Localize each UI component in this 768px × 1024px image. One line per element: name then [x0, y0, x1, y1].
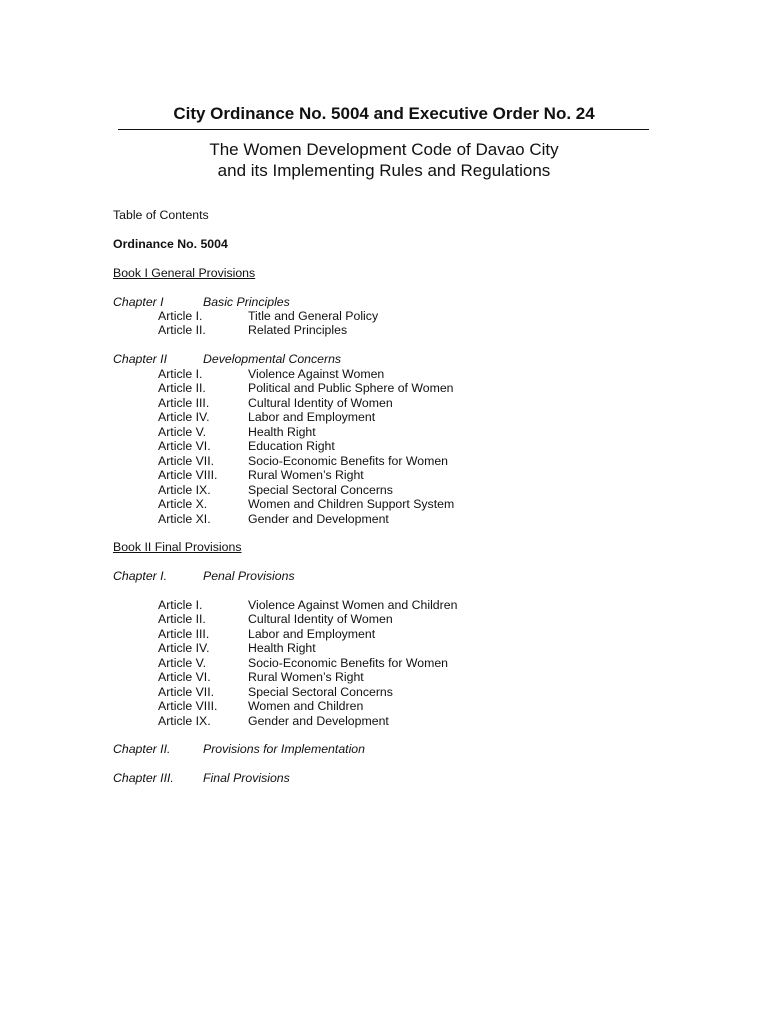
- document-title: City Ordinance No. 5004 and Executive Order No. 24: [173, 104, 595, 123]
- article-title: Related Principles: [248, 323, 348, 338]
- article-title: Labor and Employment: [248, 626, 376, 641]
- article-number: Article I.: [158, 598, 203, 612]
- article-number: Article II.: [158, 612, 206, 627]
- article-title: Cultural Identity of Women: [248, 612, 393, 627]
- article-title: Socio-Economic Benefits for Women: [248, 453, 449, 468]
- chapter-title: Developmental Concerns: [203, 352, 342, 366]
- article-title: Education Right: [248, 439, 335, 454]
- article-title: Cultural Identity of Women: [248, 395, 393, 410]
- book-2-heading: Book II Final Provisions: [113, 540, 242, 554]
- article-title: Violence Against Women and Children: [248, 598, 458, 612]
- article-number: Article IX.: [158, 713, 211, 728]
- document-subtitle-line-1: The Women Development Code of Davao City: [209, 140, 559, 159]
- chapter-title: Final Provisions: [203, 771, 290, 785]
- article-number: Article VI.: [158, 439, 211, 454]
- article-number: Article I.: [158, 367, 203, 381]
- article-title: Rural Women’s Right: [248, 670, 364, 685]
- article-title: Rural Women’s Right: [248, 468, 364, 483]
- article-number: Article VII.: [158, 684, 215, 699]
- article-number: Article XI.: [158, 511, 211, 526]
- chapter-number: Chapter I.: [113, 569, 167, 583]
- chapter-title: Provisions for Implementation: [203, 742, 365, 756]
- chapter-number: Chapter II: [113, 352, 167, 366]
- article-title: Title and General Policy: [248, 309, 379, 323]
- article-number: Article VII.: [158, 453, 215, 468]
- toc-label: Table of Contents: [113, 208, 209, 222]
- article-title: Women and Children Support System: [248, 497, 455, 512]
- chapter-title: Basic Principles: [203, 295, 290, 309]
- article-title: Special Sectoral Concerns: [248, 684, 393, 699]
- article-number: Article X.: [158, 497, 208, 512]
- article-number: Article I.: [158, 309, 203, 323]
- article-number: Article VIII.: [158, 468, 218, 483]
- article-title: Political and Public Sphere of Women: [248, 381, 454, 396]
- chapter-title: Penal Provisions: [203, 569, 295, 583]
- article-title: Socio-Economic Benefits for Women: [248, 655, 449, 670]
- chapter-number: Chapter II.: [113, 742, 171, 756]
- article-number: Article IX.: [158, 482, 211, 497]
- article-title: Gender and Development: [248, 511, 389, 526]
- book-1-heading: Book I General Provisions: [113, 266, 256, 280]
- article-title: Women and Children: [248, 699, 364, 714]
- article-number: Article II.: [158, 381, 206, 396]
- article-number: Article III.: [158, 395, 210, 410]
- article-number: Article VIII.: [158, 699, 218, 714]
- article-title: Health Right: [248, 641, 316, 656]
- article-title: Labor and Employment: [248, 410, 376, 425]
- document-subtitle-line-2: and its Implementing Rules and Regulations: [217, 161, 551, 180]
- article-title: Special Sectoral Concerns: [248, 482, 393, 497]
- article-number: Article IV.: [158, 641, 210, 656]
- ordinance-heading: Ordinance No. 5004: [113, 237, 228, 251]
- article-title: Violence Against Women: [248, 367, 385, 381]
- article-number: Article V.: [158, 424, 207, 439]
- article-number: Article IV.: [158, 410, 210, 425]
- article-number: Article III.: [158, 626, 210, 641]
- article-number: Article II.: [158, 323, 206, 338]
- chapter-number: Chapter I: [113, 295, 164, 309]
- article-title: Health Right: [248, 424, 316, 439]
- chapter-number: Chapter III.: [113, 771, 174, 785]
- article-number: Article VI.: [158, 670, 211, 685]
- article-title: Gender and Development: [248, 713, 389, 728]
- article-number: Article V.: [158, 655, 207, 670]
- title-divider: [118, 129, 649, 130]
